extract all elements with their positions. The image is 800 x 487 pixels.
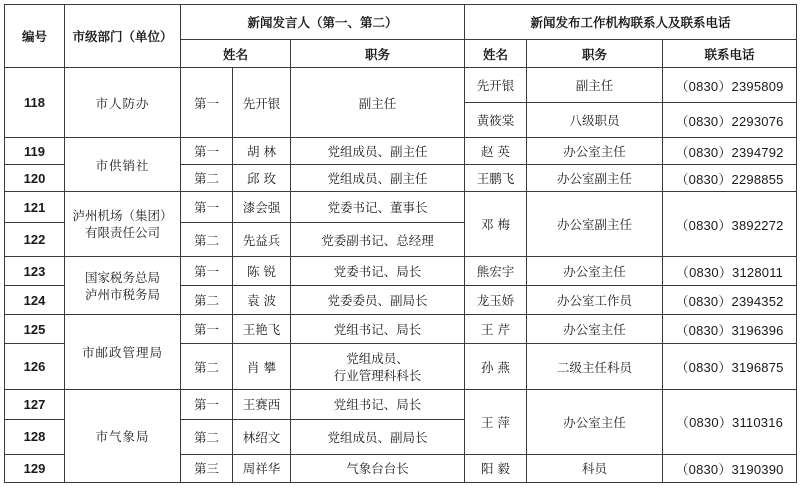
contact-phone: （0830）2293076 xyxy=(663,103,797,138)
row-number: 126 xyxy=(5,344,65,390)
contact-phone: （0830）3110316 xyxy=(663,389,797,454)
spokesperson-duty: 党组书记、局长 xyxy=(291,389,465,419)
row-number: 119 xyxy=(5,138,65,165)
contact-phone: （0830）3190390 xyxy=(663,454,797,482)
contact-name: 赵 英 xyxy=(465,138,527,165)
department-line: 泸州市税务局 xyxy=(84,286,160,302)
header-contact-duty: 职务 xyxy=(527,40,663,68)
header-phone: 联系电话 xyxy=(663,40,797,68)
contact-name: 阳 毅 xyxy=(465,454,527,482)
duty-line: 行业管理科科长 xyxy=(333,367,422,383)
contact-duty: 办公室副主任 xyxy=(527,165,663,192)
spokesperson-name: 邱 玫 xyxy=(233,165,291,192)
header-dept: 市级部门（单位） xyxy=(65,5,181,68)
contact-name: 龙玉娇 xyxy=(465,286,527,315)
row-number: 122 xyxy=(5,223,65,257)
order: 第一 xyxy=(181,138,233,165)
spokesperson-duty: 党委书记、董事长 xyxy=(291,192,465,223)
contact-name: 王 芹 xyxy=(465,315,527,344)
contact-duty: 副主任 xyxy=(527,68,663,103)
contact-name: 先开银 xyxy=(465,68,527,103)
row-number: 121 xyxy=(5,192,65,223)
spokesperson-name: 王赛西 xyxy=(233,389,291,419)
order: 第二 xyxy=(181,286,233,315)
spokesperson-duty: 党组成员、副主任 xyxy=(291,165,465,192)
spokesperson-name: 王艳飞 xyxy=(233,315,291,344)
row-number: 120 xyxy=(5,165,65,192)
contact-duty: 八级职员 xyxy=(527,103,663,138)
department: 市邮政管理局 xyxy=(65,315,181,389)
spokesperson-name: 周祥华 xyxy=(233,454,291,482)
spokesperson-name: 陈 锐 xyxy=(233,257,291,286)
contact-phone: （0830）3892272 xyxy=(663,192,797,257)
order: 第二 xyxy=(181,165,233,192)
spokesperson-name: 袁 波 xyxy=(233,286,291,315)
row-number: 118 xyxy=(5,68,65,138)
spokesperson-name: 肖 攀 xyxy=(233,344,291,390)
spokesperson-duty: 气象台台长 xyxy=(291,454,465,482)
spokesperson-name: 胡 林 xyxy=(233,138,291,165)
table-row xyxy=(5,257,797,286)
department: 市人防办 xyxy=(65,68,181,138)
header-duty: 职务 xyxy=(291,40,465,68)
order: 第二 xyxy=(181,419,233,454)
contact-duty: 办公室主任 xyxy=(527,257,663,286)
contact-duty: 办公室主任 xyxy=(527,315,663,344)
order: 第二 xyxy=(181,344,233,390)
row-number: 127 xyxy=(5,389,65,419)
table-row xyxy=(5,315,797,344)
contact-name: 黄筱棠 xyxy=(465,103,527,138)
table-row xyxy=(5,192,797,223)
spokesperson-duty: 党委副书记、总经理 xyxy=(291,223,465,257)
spokesperson-table xyxy=(4,4,797,483)
contact-phone: （0830）2298855 xyxy=(663,165,797,192)
order: 第一 xyxy=(181,389,233,419)
contact-phone: （0830）3196875 xyxy=(663,344,797,390)
contact-name: 王 萍 xyxy=(465,389,527,454)
contact-name: 熊宏宇 xyxy=(465,257,527,286)
contact-phone: （0830）2394352 xyxy=(663,286,797,315)
contact-duty: 办公室主任 xyxy=(527,389,663,454)
spokesperson-duty: 党委委员、副局长 xyxy=(291,286,465,315)
order: 第三 xyxy=(181,454,233,482)
contact-phone: （0830）2394792 xyxy=(663,138,797,165)
department xyxy=(65,257,181,315)
order: 第二 xyxy=(181,223,233,257)
order: 第一 xyxy=(181,192,233,223)
table-row xyxy=(5,138,797,165)
contact-duty: 二级主任科员 xyxy=(527,344,663,390)
order: 第一 xyxy=(181,257,233,286)
department-line: 国家税务总局 xyxy=(84,269,160,285)
spokesperson-name: 漆会强 xyxy=(233,192,291,223)
spokesperson-duty xyxy=(291,344,465,390)
duty-line: 党组成员、 xyxy=(346,350,409,366)
header-contact-name: 姓名 xyxy=(465,40,527,68)
row-number: 124 xyxy=(5,286,65,315)
spokesperson-duty: 党组书记、局长 xyxy=(291,315,465,344)
department: 泸州机场（集团）有限责任公司 xyxy=(65,192,181,257)
contact-duty: 办公室副主任 xyxy=(527,192,663,257)
contact-duty: 科员 xyxy=(527,454,663,482)
department: 市供销社 xyxy=(65,138,181,192)
department: 市气象局 xyxy=(65,389,181,482)
contact-phone: （0830）2395809 xyxy=(663,68,797,103)
header-num: 编号 xyxy=(5,5,65,68)
row-number: 123 xyxy=(5,257,65,286)
spokesperson-name: 先益兵 xyxy=(233,223,291,257)
spokesperson-duty: 副主任 xyxy=(291,68,465,138)
contact-phone: （0830）3196396 xyxy=(663,315,797,344)
header-spokesperson: 新闻发言人（第一、第二） xyxy=(181,5,465,40)
header-name: 姓名 xyxy=(181,40,291,68)
contact-phone: （0830）3128011 xyxy=(663,257,797,286)
order: 第一 xyxy=(181,68,233,138)
table-row xyxy=(5,389,797,419)
spokesperson-name: 先开银 xyxy=(233,68,291,138)
contact-name: 孙 燕 xyxy=(465,344,527,390)
spokesperson-name: 林绍文 xyxy=(233,419,291,454)
contact-duty: 办公室主任 xyxy=(527,138,663,165)
row-number: 125 xyxy=(5,315,65,344)
row-number: 129 xyxy=(5,454,65,482)
row-number: 128 xyxy=(5,419,65,454)
header-row-1 xyxy=(5,5,797,40)
spokesperson-duty: 党委书记、局长 xyxy=(291,257,465,286)
table-row xyxy=(5,68,797,103)
contact-name: 邓 梅 xyxy=(465,192,527,257)
order: 第一 xyxy=(181,315,233,344)
spokesperson-duty: 党组成员、副主任 xyxy=(291,138,465,165)
spokesperson-duty: 党组成员、副局长 xyxy=(291,419,465,454)
header-contact: 新闻发布工作机构联系人及联系电话 xyxy=(465,5,797,40)
contact-duty: 办公室工作员 xyxy=(527,286,663,315)
contact-name: 王鹏飞 xyxy=(465,165,527,192)
